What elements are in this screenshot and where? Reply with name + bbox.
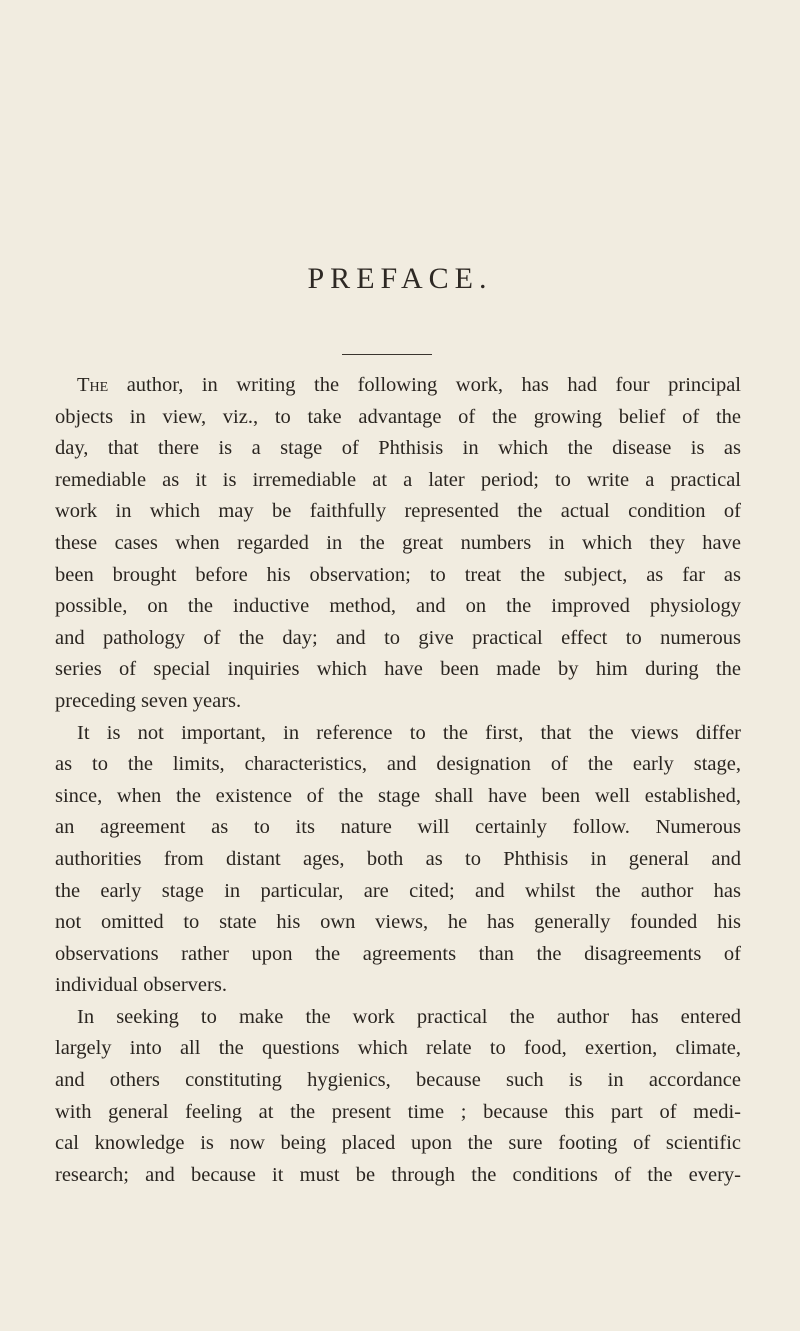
text-line: an agreement as to its nature will certainly follow. Numerous [55, 816, 741, 839]
text-line: the early stage in particular, are cited; and whilst the author has [55, 879, 741, 902]
text-line: not omitted to state his own views, he has generally founded his [55, 911, 741, 934]
text-line: It is not important, in reference to the first, that the views differ [77, 721, 741, 744]
text-line: these cases when regarded in the great numbers in which they have [55, 531, 741, 554]
text-line: series of special inquiries which have been made by him during the [55, 658, 741, 681]
text-line: cal knowledge is now being placed upon the sure footing of scientific [55, 1132, 741, 1155]
text-line: In seeking to make the work practical the author has entered [77, 1005, 741, 1028]
page-title: PREFACE. [307, 262, 493, 295]
text-line: objects in view, viz., to take advantage of the growing belief of the [55, 405, 741, 428]
text-line: possible, on the inductive method, and on the improved physiology [55, 595, 741, 618]
text-line: authorities from distant ages, both as to Phthisis in general and [55, 847, 741, 870]
text-line: research; and because it must be through the conditions of the every- [55, 1163, 741, 1186]
preface-body [55, 370, 741, 1191]
text-line: since, when the existence of the stage shall have been well established, [55, 784, 741, 807]
text-line: remediable as it is irremediable at a later period; to write a practical [55, 468, 741, 491]
lead-word: The [77, 374, 109, 396]
text-line: individual observers. [55, 974, 227, 997]
text-line: and others constituting hygienics, because such is in accordance [55, 1069, 741, 1092]
text-line: work in which may be faithfully represented the actual condition of [55, 500, 741, 523]
text-line: and pathology of the day; and to give practical effect to numerous [55, 626, 741, 649]
text-line: day, that there is a stage of Phthisis in which the disease is as [55, 437, 741, 460]
text-line: The author, in writing the following work, has had four principal [77, 374, 741, 396]
text-line: with general feeling at the present time ; because this part of medi- [55, 1100, 741, 1123]
text-line: preceding seven years. [55, 689, 242, 712]
text-line: as to the limits, characteristics, and designation of the early stage, [55, 753, 741, 776]
title-rule [342, 354, 432, 355]
text-line: been brought before his observation; to treat the subject, as far as [55, 563, 741, 586]
text-line: largely into all the questions which relate to food, exertion, climate, [55, 1037, 741, 1060]
text-line: observations rather upon the agreements than the disagreements of [55, 942, 741, 965]
